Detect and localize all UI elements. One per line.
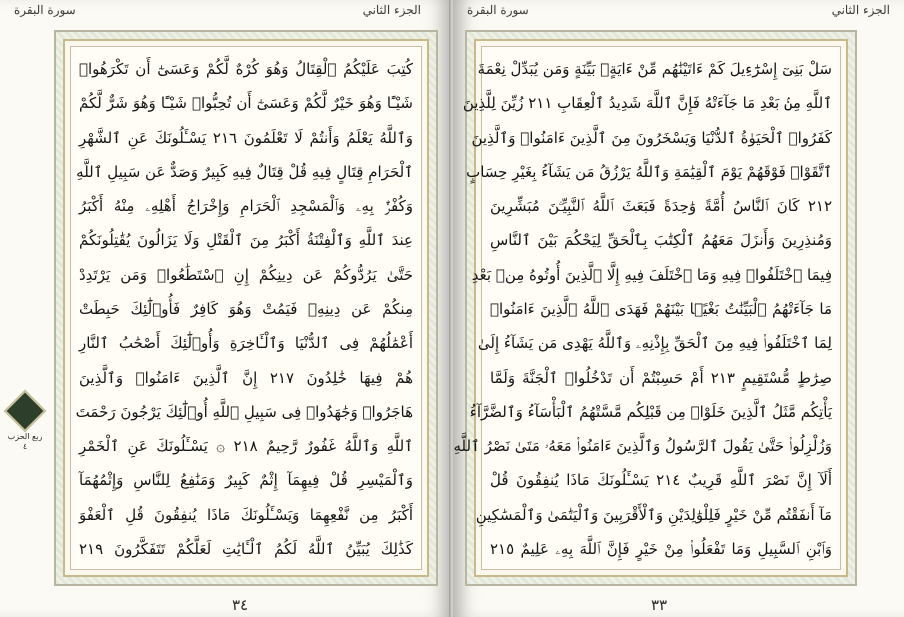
left-verse-line: حَتَّىٰ يَرُدُّوكُمْ عَن دِينِكُمْ إِنِ ٱسْتَطَٰعُوا۟ وَمَن يَرْتَدِدْ — [79, 265, 413, 284]
left-verse-line: وَٱللَّهُ يَعْلَمُ وَأَنتُمْ لَا تَعْلَمُونَ ٢١٦ يَسْـَٔلُونَكَ عَنِ ٱلشَّهْرِ — [79, 128, 413, 147]
left-juz-name: الجزء الثاني — [362, 3, 421, 17]
hizb-label: ربع الحزب ٤ — [7, 432, 43, 451]
right-verse-line: وَٱبْنِ ٱلسَّبِيلِ وَمَا تَفْعَلُوا۟ مِنْ خَيْرٍ فَإِنَّ ٱللَّهَ بِهِۦ عَلِيمٌ ٢١٥ — [490, 539, 832, 558]
left-verse-line: أَكْبَرُ مِن نَّفْعِهِمَا وَيَسْـَٔلُونَكَ مَاذَا يُنفِقُونَ قُلِ ٱلْعَفْوَ — [79, 505, 413, 524]
left-page-number: ٣٤ — [232, 596, 249, 614]
left-page-inner-border — [63, 39, 429, 577]
right-verse-line: فِيمَا ٱخْتَلَفُوا۟ فِيهِ وَمَا ٱخْتَلَفَ فِيهِ إِلَّا ٱلَّذِينَ أُوتُوهُ مِنۢ بَعْدِ — [471, 265, 832, 284]
left-verse-line: شَيْـًٔا وَهُوَ خَيْرٌ لَّكُمْ وَعَسَىٰٓ أَن تُحِبُّوا۟ شَيْـًٔا وَهُوَ شَرٌّ لَّكُمْ — [79, 94, 413, 113]
right-page-inner-border — [453, 39, 848, 577]
right-page-number: ٣٣ — [651, 596, 668, 614]
right-page-frame — [453, 30, 857, 586]
right-text-area — [453, 46, 841, 570]
left-verse-line: وَٱلْمَيْسِرِ قُلْ فِيهِمَآ إِثْمٌ كَبِيرٌ وَمَنَٰفِعُ لِلنَّاسِ وَإِثْمُهُمَآ — [79, 471, 413, 490]
right-verse-line: ٢١٢ كَانَ ٱلنَّاسُ أُمَّةً وَٰحِدَةً فَبَعَثَ ٱللَّهُ ٱلنَّبِيِّـۧنَ مُبَشِّرِينَ — [490, 197, 832, 216]
left-verse-line: هُمْ فِيهَا خَٰلِدُونَ ٢١٧ إِنَّ ٱلَّذِينَ ءَامَنُوا۟ وَٱلَّذِينَ — [79, 368, 414, 387]
right-surah-name: سورة البقرة — [467, 3, 529, 17]
left-verse-line: كَذَٰلِكَ يُبَيِّنُ ٱللَّهُ لَكُمُ ٱلْـَٔايَٰتِ لَعَلَّكُمْ تَتَفَكَّرُونَ ٢١٩ — [79, 539, 413, 558]
right-verse-line: أَلَآ إِنَّ نَصْرَ ٱللَّهِ قَرِيبٌ ٢١٤ يَسْـَٔلُونَكَ مَاذَا يُنفِقُونَ قُلْ — [490, 471, 832, 490]
right-verse-line: كَفَرُوا۟ ٱلْحَيَوٰةُ ٱلدُّنْيَا وَيَسْخَرُونَ مِنَ ٱلَّذِينَ ءَامَنُوا۟ وَٱلَّذِينَ — [471, 128, 832, 147]
right-verse-line: صِرَٰطٍ مُّسْتَقِيمٍ ٢١٣ أَمْ حَسِبْتُمْ أَن تَدْخُلُوا۟ ٱلْجَنَّةَ وَلَمَّا — [490, 368, 832, 387]
left-verse-line: ٱلْحَرَامِ قِتَالٍ فِيهِ قُلْ قِتَالٌ فِيهِ كَبِيرٌ وَصَدٌّ عَن سَبِيلِ ٱللَّهِ — [76, 162, 413, 181]
left-verse-line: هَاجَرُوا۟ وَجَٰهَدُوا۟ فِى سَبِيلِ ٱللَّهِ أُو۟لَٰٓئِكَ يَرْجُونَ رَحْمَتَ — [75, 402, 413, 421]
left-page-frame — [54, 30, 438, 586]
left-verse-line: وَكُفْرٌۢ بِهِۦ وَٱلْمَسْجِدِ ٱلْحَرَامِ وَإِخْرَاجُ أَهْلِهِۦ مِنْهُ أَكْبَرُ — [79, 197, 413, 216]
right-page — [453, 0, 904, 617]
right-verse-line: يَأْتِكُم مَّثَلُ ٱلَّذِينَ خَلَوْا۟ مِن قَبْلِكُم مَّسَّتْهُمُ ٱلْبَأْسَآءُ وَٱلضَّرَّآءُ — [469, 402, 832, 421]
left-text-area — [70, 46, 422, 570]
left-page — [0, 0, 451, 617]
right-juz-name: الجزء الثاني — [831, 3, 890, 17]
hizb-marker — [7, 396, 43, 452]
right-verse-line: وَمُنذِرِينَ وَأَنزَلَ مَعَهُمُ ٱلْكِتَٰبَ بِٱلْحَقِّ لِيَحْكُمَ بَيْنَ ٱلنَّاسِ — [490, 231, 832, 250]
right-verse-line: مَا جَآءَتْهُمُ ٱلْبَيِّنَٰتُ بَغْيًۢا بَيْنَهُمْ فَهَدَى ٱللَّهُ ٱلَّذِينَ ءَامَنُوا۟ — [490, 299, 832, 318]
right-verse-line: ٱتَّقَوْا۟ فَوْقَهُمْ يَوْمَ ٱلْقِيَٰمَةِ وَٱللَّهُ يَرْزُقُ مَن يَشَآءُ بِغَيْرِ حِسَابٍ — [466, 162, 832, 181]
left-verse-line: كُتِبَ عَلَيْكُمُ ٱلْقِتَالُ وَهُوَ كُرْهٌ لَّكُمْ وَعَسَىٰٓ أَن تَكْرَهُوا۟ — [79, 60, 413, 78]
right-verse-line: وَزُلْزِلُوا۟ حَتَّىٰ يَقُولَ ٱلرَّسُولُ وَٱلَّذِينَ ءَامَنُوا۟ مَعَهُۥ مَتَىٰ نَصْرُ ٱللَّهِ — [453, 437, 832, 456]
hizb-emblem-icon — [4, 390, 46, 432]
left-verse-line: مِنكُمْ عَن دِينِهِۦ فَيَمُتْ وَهُوَ كَافِرٌ فَأُو۟لَٰٓئِكَ حَبِطَتْ — [79, 299, 413, 318]
left-verse-line: أَعْمَٰلُهُمْ فِى ٱلدُّنْيَا وَٱلْـَٔاخِرَةِ وَأُو۟لَٰٓئِكَ أَصْحَٰبُ ٱلنَّارِ — [79, 334, 413, 353]
right-verse-line: ٱللَّهِ مِنۢ بَعْدِ مَا جَآءَتْهُ فَإِنَّ ٱللَّهَ شَدِيدُ ٱلْعِقَابِ ٢١١ زُيِّنَ لِلَّذِينَ — [462, 94, 832, 113]
left-verse-line: ٱللَّهِ وَٱللَّهُ غَفُورٌ رَّحِيمٌ ٢١٨ ۞ يَسْـَٔلُونَكَ عَنِ ٱلْخَمْرِ — [79, 437, 413, 456]
right-verse-line: سَلْ بَنِىٓ إِسْرَٰٓءِيلَ كَمْ ءَاتَيْنَٰهُم مِّنْ ءَايَةٍۭ بَيِّنَةٍ وَمَن يُبَدِّلْ نِعْمَةَ — [477, 60, 832, 78]
left-verse-line: عِندَ ٱللَّهِ وَٱلْفِتْنَةُ أَكْبَرُ مِنَ ٱلْقَتْلِ وَلَا يَزَالُونَ يُقَٰتِلُونَكُمْ — [79, 231, 413, 250]
right-verse-line: مَآ أَنفَقْتُم مِّنْ خَيْرٍ فَلِلْوَٰلِدَيْنِ وَٱلْأَقْرَبِينَ وَٱلْيَتَٰمَىٰ وَٱلْمَسَٰكِينِ — [475, 505, 832, 524]
left-surah-name: سورة البقرة — [14, 3, 76, 17]
right-verse-line: لِمَا ٱخْتَلَفُوا۟ فِيهِ مِنَ ٱلْحَقِّ بِإِذْنِهِۦ وَٱللَّهُ يَهْدِى مَن يَشَآءُ إِلَىٰ — [477, 334, 832, 353]
